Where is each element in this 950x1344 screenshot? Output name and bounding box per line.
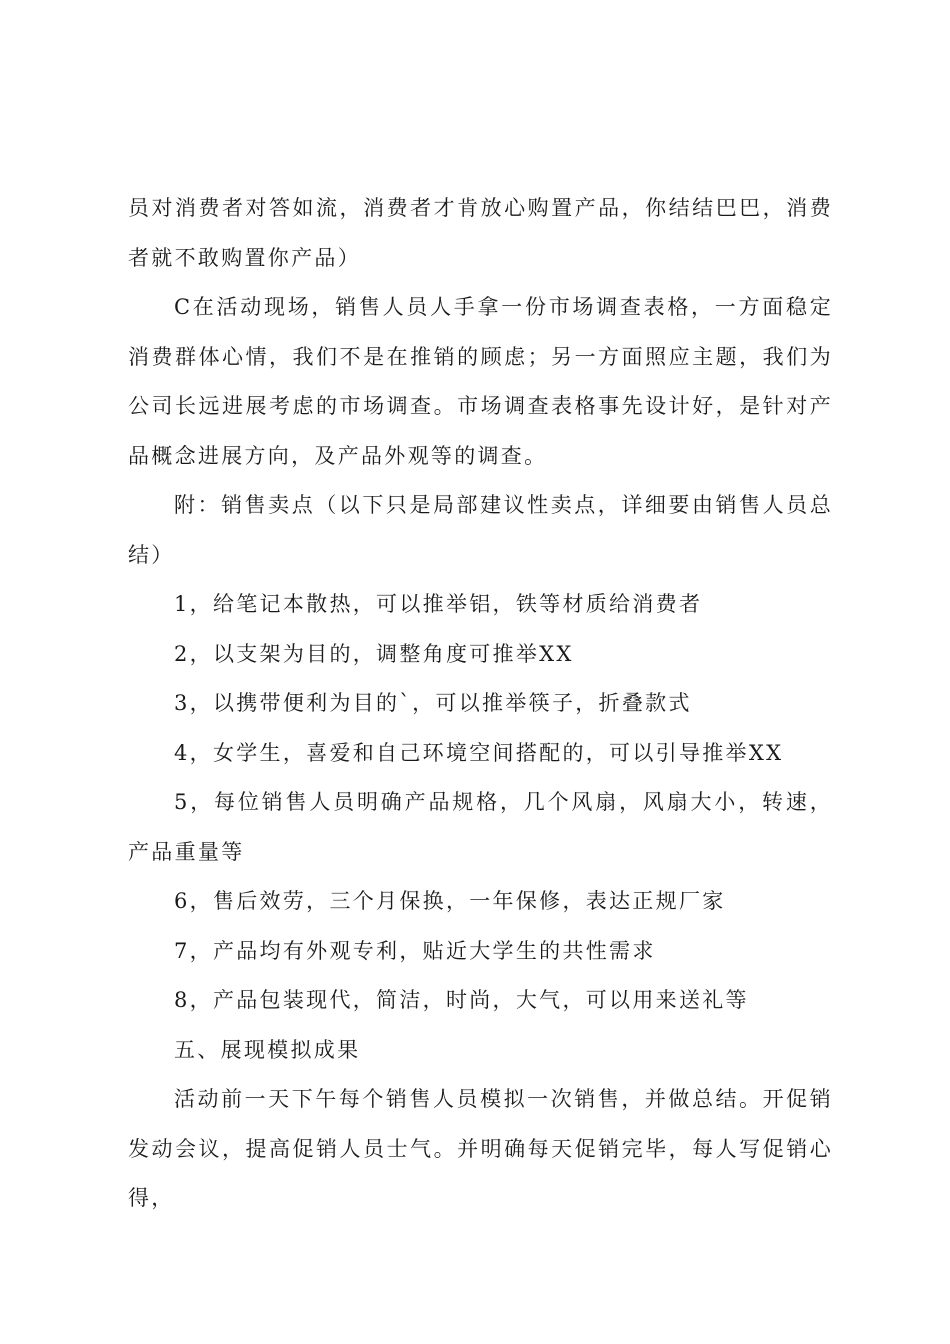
list-item-7: 7，产品均有外观专利，贴近大学生的共性需求 [174,938,656,963]
paragraph-simulation: 活动前一天下午每个销售人员模拟一次销售，并做总结。开促销发动会议，提高促销人员士气。并明确每天促销完毕，每人写促销心得， [128,1087,833,1210]
list-item-2: 2，以支架为目的，调整角度可推举XX [174,641,574,666]
list-item-5: 5，每位销售人员明确产品规格，几个风扇，风扇大小，转速，产品重量等 [128,790,833,864]
section-heading: 五、展现模拟成果 [174,1037,361,1062]
paragraph-continuation: 员对消费者对答如流，消费者才肯放心购置产品，你结结巴巴，消费者就不敢购置你产品） [128,196,833,270]
list-item-1: 1，给笔记本散热，可以推举铝，铁等材质给消费者 [174,592,703,616]
list-item-8: 8，产品包装现代，简洁，时尚，大气，可以用来送礼等 [174,988,749,1012]
document-body [128,184,833,1224]
list-item-6: 6，售后效劳，三个月保换，一年保修，表达正规厂家 [174,889,726,913]
list-item-4: 4，女学生，喜爱和自己环境空间搭配的，可以引导推举XX [174,740,784,765]
paragraph-survey: C在活动现场，销售人员人手拿一份市场调查表格，一方面稳定消费群体心情，我们不是在推销的顾虑；另一方面照应主题，我们为公司长远进展考虑的市场调查。市场调查表格事先设计好，是针对产品概念进展方向，及产品外观等的调查。 [128,295,833,468]
list-item-3: 3，以携带便利为目的`，可以推举筷子，折叠款式 [174,691,692,715]
paragraph-selling-points-intro: 附：销售卖点（以下只是局部建议性卖点，详细要由销售人员总结） [128,493,833,567]
